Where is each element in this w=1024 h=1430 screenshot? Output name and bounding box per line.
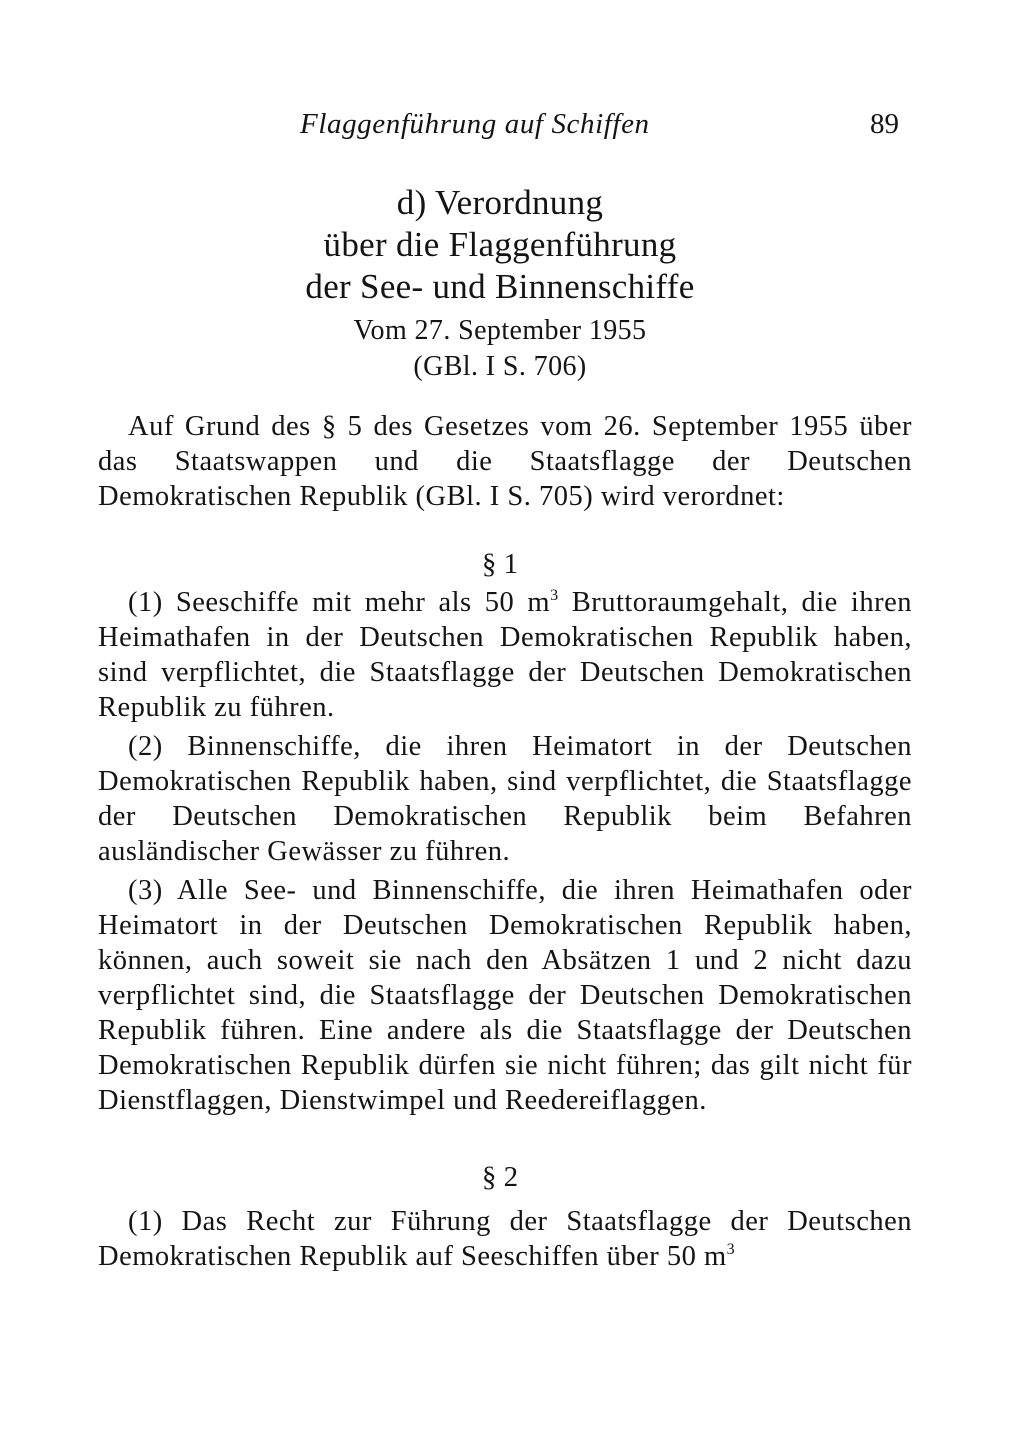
section-1-body bbox=[98, 585, 912, 1118]
ordinance-date: Vom 27. September 1955 bbox=[353, 315, 647, 346]
ordinance-title bbox=[200, 182, 800, 308]
page-number: 89 bbox=[870, 108, 899, 140]
section-2-paragraph-1-text: (1) Das Recht zur Führung der Staatsflagge der Deutschen Demokratischen Republik auf Seeschiffen über 50 m bbox=[98, 1206, 912, 1272]
gazette-reference: (GBl. I S. 706) bbox=[413, 351, 587, 382]
ordinance-title-line-3: der See- und Binnenschiffe bbox=[305, 267, 695, 306]
running-title: Flaggenführung auf Schiffen bbox=[300, 108, 650, 140]
ordinance-title-line-2: über die Flaggenführung bbox=[323, 225, 677, 264]
section-2-heading: § 2 bbox=[481, 1161, 519, 1193]
cubic-superscript: 3 bbox=[550, 587, 559, 604]
preamble bbox=[98, 409, 912, 514]
dateline bbox=[200, 313, 800, 385]
preamble-text: Auf Grund des § 5 des Gesetzes vom 26. September 1955 über das Staatswappen und die Staatsflagge der Deutschen Demokratischen Republik (GBl. I S. 705) wird verordnet: bbox=[98, 411, 912, 512]
ordinance-title-line-1: d) Verordnung bbox=[396, 183, 604, 222]
section-1-paragraph-3: (3) Alle See- und Binnenschiffe, die ihren Heimathafen oder Heimatort in der Deutschen Demokratischen Republik haben, können, auch soweit sie nach den Absätzen 1 und 2 nicht dazu verpflichtet sind, die Staatsflagge der Deutschen Demokratischen Republik führen. Eine andere als die Staatsflagge der Deutschen Demokratischen Republik dürfen sie nicht führen; das gilt nicht für Dienstflaggen, Dienstwimpel und Reedereiflaggen. bbox=[98, 875, 912, 1116]
section-2-body bbox=[98, 1204, 912, 1274]
section-1-paragraph-1-text-cont: Bruttoraumgehalt, die ihren Heimathafen in der Deutschen Demokratischen Republik haben, sind verpflichtet, die Staatsflagge der Deutschen Demokratischen Republik zu führen. bbox=[98, 587, 912, 723]
section-1-heading: § 1 bbox=[481, 548, 519, 580]
section-2-paragraph-1 bbox=[98, 1204, 912, 1274]
cubic-superscript-2: 3 bbox=[726, 1241, 736, 1258]
section-1-paragraph-1-text: (1) Seeschiffe mit mehr als 50 m bbox=[128, 587, 551, 618]
section-1-paragraph-2: (2) Binnenschiffe, die ihren Heimatort in der Deutschen Demokratischen Republik haben, sind verpflichtet, die Staatsflagge der Deutschen Demokratischen Republik beim Befahren ausländischer Gewässer zu führen. bbox=[98, 731, 912, 867]
section-1-paragraph-1 bbox=[98, 585, 912, 725]
running-head bbox=[0, 108, 1024, 148]
